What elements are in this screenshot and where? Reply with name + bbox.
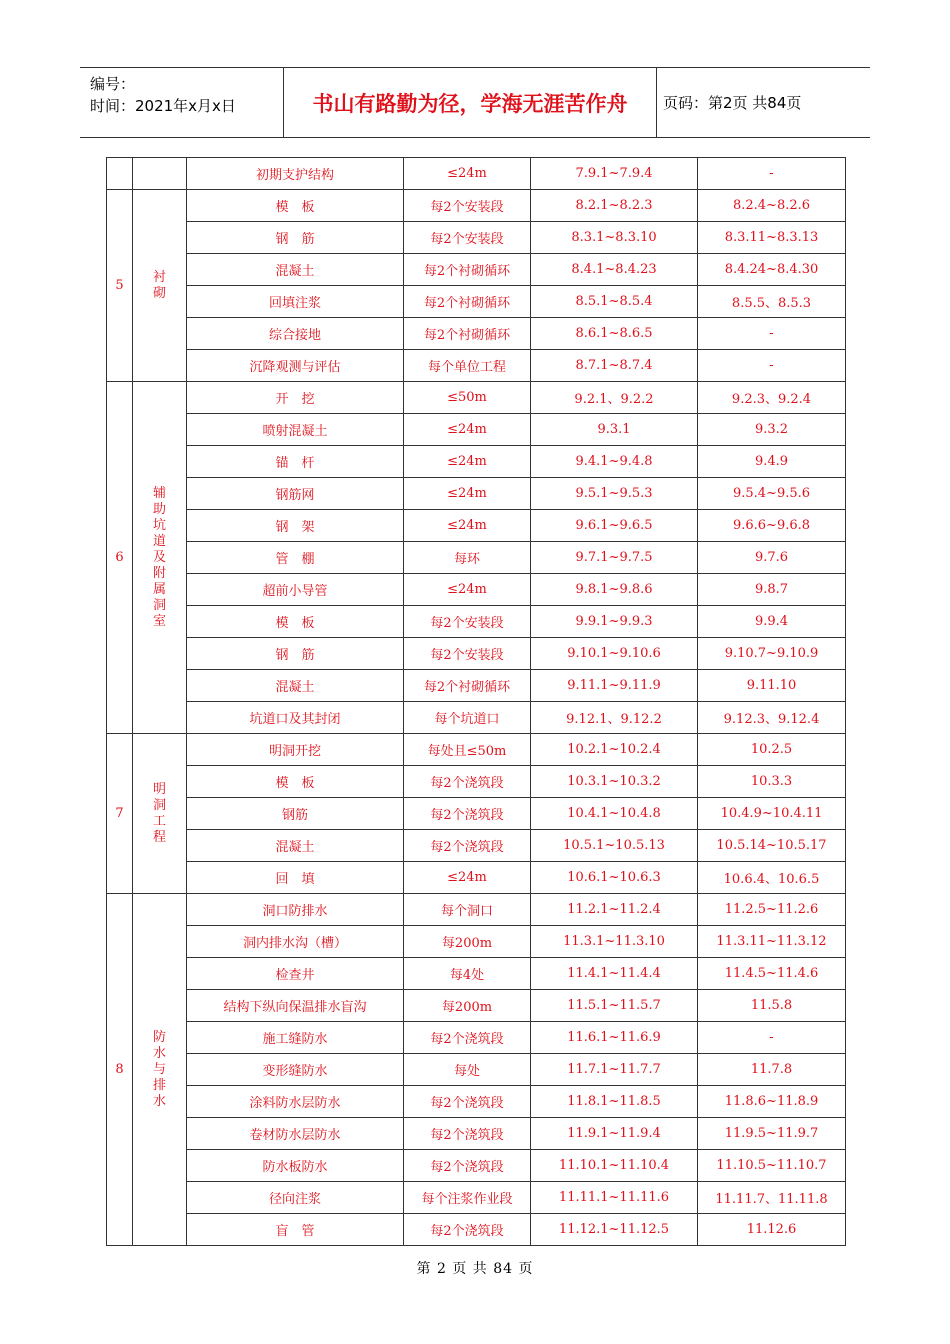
- table-row: [107, 1118, 846, 1150]
- group-number-cell: 5: [107, 190, 133, 382]
- item-name-cell: 明洞开挖: [187, 734, 404, 766]
- table-row: [107, 798, 846, 830]
- item-name-cell: 回填注浆: [187, 286, 404, 318]
- general-clause-cell: 11.8.6~11.8.9: [698, 1086, 846, 1118]
- group-name-cell: [133, 734, 187, 894]
- batch-rule-cell: 每2个衬砌循环: [404, 670, 531, 702]
- master-clause-cell: 10.3.1~10.3.2: [531, 766, 698, 798]
- general-clause-cell: 9.6.6~9.6.8: [698, 510, 846, 542]
- master-clause-cell: 8.4.1~8.4.23: [531, 254, 698, 286]
- item-name-cell: 模 板: [187, 766, 404, 798]
- master-clause-cell: 9.8.1~9.8.6: [531, 574, 698, 606]
- table-row: [107, 382, 846, 414]
- master-clause-cell: 11.12.1~11.12.5: [531, 1214, 698, 1246]
- general-clause-cell: 11.9.5~11.9.7: [698, 1118, 846, 1150]
- master-clause-cell: 9.12.1、9.12.2: [531, 702, 698, 734]
- item-name-cell: 初期支护结构: [187, 158, 404, 190]
- page-header: [80, 67, 870, 138]
- table-row: [107, 1214, 846, 1246]
- batch-rule-cell: 每2个安装段: [404, 222, 531, 254]
- general-clause-cell: 11.12.6: [698, 1214, 846, 1246]
- general-clause-cell: 8.2.4~8.2.6: [698, 190, 846, 222]
- general-clause-cell: 11.2.5~11.2.6: [698, 894, 846, 926]
- master-clause-cell: 9.10.1~9.10.6: [531, 638, 698, 670]
- table-row: [107, 446, 846, 478]
- master-clause-cell: 9.3.1: [531, 414, 698, 446]
- general-clause-cell: 11.4.5~11.4.6: [698, 958, 846, 990]
- page-footer: 第 2 页 共 84 页: [416, 1261, 534, 1277]
- general-clause-cell: 11.7.8: [698, 1054, 846, 1086]
- table-row: [107, 958, 846, 990]
- batch-rule-cell: ≤24m: [404, 414, 531, 446]
- table-row: [107, 350, 846, 382]
- general-clause-cell: 9.4.9: [698, 446, 846, 478]
- batch-rule-cell: 每2个安装段: [404, 638, 531, 670]
- batch-rule-cell: 每2个浇筑段: [404, 1086, 531, 1118]
- group-number-cell: 7: [107, 734, 133, 894]
- general-clause-cell: 11.10.5~11.10.7: [698, 1150, 846, 1182]
- general-clause-cell: 9.12.3、9.12.4: [698, 702, 846, 734]
- batch-rule-cell: 每个洞口: [404, 894, 531, 926]
- header-divider: [656, 68, 657, 137]
- table-row: [107, 1150, 846, 1182]
- master-clause-cell: 8.5.1~8.5.4: [531, 286, 698, 318]
- batch-rule-cell: 每4处: [404, 958, 531, 990]
- master-clause-cell: 8.2.1~8.2.3: [531, 190, 698, 222]
- master-clause-cell: 11.5.1~11.5.7: [531, 990, 698, 1022]
- item-name-cell: 检查井: [187, 958, 404, 990]
- general-clause-cell: 8.3.11~8.3.13: [698, 222, 846, 254]
- master-clause-cell: 8.3.1~8.3.10: [531, 222, 698, 254]
- batch-rule-cell: 每处且≤50m: [404, 734, 531, 766]
- master-clause-cell: 9.2.1、9.2.2: [531, 382, 698, 414]
- master-clause-cell: 9.6.1~9.6.5: [531, 510, 698, 542]
- general-clause-cell: 9.2.3、9.2.4: [698, 382, 846, 414]
- master-clause-cell: 11.7.1~11.7.7: [531, 1054, 698, 1086]
- master-clause-cell: 9.9.1~9.9.3: [531, 606, 698, 638]
- general-clause-cell: 10.3.3: [698, 766, 846, 798]
- table-row: [107, 542, 846, 574]
- batch-rule-cell: ≤24m: [404, 574, 531, 606]
- item-name-cell: 模 板: [187, 606, 404, 638]
- master-clause-cell: 11.6.1~11.6.9: [531, 1022, 698, 1054]
- batch-rule-cell: 每2个安装段: [404, 190, 531, 222]
- general-clause-cell: 11.5.8: [698, 990, 846, 1022]
- general-clause-cell: 11.11.7、11.11.8: [698, 1182, 846, 1214]
- table-row: [107, 222, 846, 254]
- code-label: 编号：: [90, 75, 136, 93]
- general-clause-cell: 10.6.4、10.6.5: [698, 862, 846, 894]
- batch-rule-cell: 每2个浇筑段: [404, 1022, 531, 1054]
- item-name-cell: 坑道口及其封闭: [187, 702, 404, 734]
- item-name-cell: 超前小导管: [187, 574, 404, 606]
- group-number-cell: 6: [107, 382, 133, 734]
- item-name-cell: 钢筋: [187, 798, 404, 830]
- item-name-cell: 混凝土: [187, 254, 404, 286]
- batch-rule-cell: 每200m: [404, 926, 531, 958]
- batch-rule-cell: 每2个浇筑段: [404, 1118, 531, 1150]
- master-clause-cell: 7.9.1~7.9.4: [531, 158, 698, 190]
- table-row: [107, 670, 846, 702]
- batch-rule-cell: 每个坑道口: [404, 702, 531, 734]
- item-name-cell: 变形缝防水: [187, 1054, 404, 1086]
- item-name-cell: 洞内排水沟（槽）: [187, 926, 404, 958]
- master-clause-cell: 9.11.1~9.11.9: [531, 670, 698, 702]
- item-name-cell: 径向注浆: [187, 1182, 404, 1214]
- table-row: [107, 510, 846, 542]
- master-clause-cell: 9.5.1~9.5.3: [531, 478, 698, 510]
- batch-rule-cell: ≤50m: [404, 382, 531, 414]
- master-clause-cell: 8.6.1~8.6.5: [531, 318, 698, 350]
- table-row: [107, 862, 846, 894]
- table-row: [107, 1054, 846, 1086]
- table-row: [107, 894, 846, 926]
- master-clause-cell: 11.3.1~11.3.10: [531, 926, 698, 958]
- batch-rule-cell: ≤24m: [404, 158, 531, 190]
- item-name-cell: 混凝土: [187, 830, 404, 862]
- batch-rule-cell: 每2个衬砌循环: [404, 318, 531, 350]
- group-name: 防水与排水: [152, 1029, 166, 1109]
- master-clause-cell: 10.2.1~10.2.4: [531, 734, 698, 766]
- batch-rule-cell: ≤24m: [404, 862, 531, 894]
- item-name-cell: 喷射混凝土: [187, 414, 404, 446]
- item-name-cell: 卷材防水层防水: [187, 1118, 404, 1150]
- batch-rule-cell: 每环: [404, 542, 531, 574]
- batch-rule-cell: 每2个浇筑段: [404, 766, 531, 798]
- table-row: [107, 254, 846, 286]
- item-name-cell: 模 板: [187, 190, 404, 222]
- master-clause-cell: 11.4.1~11.4.4: [531, 958, 698, 990]
- table-row: [107, 606, 846, 638]
- date-label: 时间：2021年x月x日: [90, 97, 236, 115]
- table-row: [107, 478, 846, 510]
- item-name-cell: 开 挖: [187, 382, 404, 414]
- item-name-cell: 防水板防水: [187, 1150, 404, 1182]
- table-row: [107, 990, 846, 1022]
- item-name-cell: 钢 筋: [187, 222, 404, 254]
- batch-rule-cell: 每2个浇筑段: [404, 1150, 531, 1182]
- header-meta: [90, 73, 236, 117]
- group-name-cell: [133, 894, 187, 1246]
- general-clause-cell: 11.3.11~11.3.12: [698, 926, 846, 958]
- master-clause-cell: 8.7.1~8.7.4: [531, 350, 698, 382]
- table-row: [107, 702, 846, 734]
- item-name-cell: 回 填: [187, 862, 404, 894]
- general-clause-cell: 10.4.9~10.4.11: [698, 798, 846, 830]
- item-name-cell: 施工缝防水: [187, 1022, 404, 1054]
- batch-rule-cell: ≤24m: [404, 510, 531, 542]
- table-row: [107, 190, 846, 222]
- table-row: [107, 158, 846, 190]
- item-name-cell: 钢 筋: [187, 638, 404, 670]
- general-clause-cell: 9.10.7~9.10.9: [698, 638, 846, 670]
- table-row: [107, 574, 846, 606]
- header-page-info: 页码：第2页 共84页: [663, 94, 802, 112]
- batch-rule-cell: 每2个浇筑段: [404, 798, 531, 830]
- table-row: [107, 734, 846, 766]
- item-name-cell: 沉降观测与评估: [187, 350, 404, 382]
- general-clause-cell: 9.7.6: [698, 542, 846, 574]
- master-clause-cell: 11.2.1~11.2.4: [531, 894, 698, 926]
- item-name-cell: 管 棚: [187, 542, 404, 574]
- general-clause-cell: -: [698, 350, 846, 382]
- general-clause-cell: 8.5.5、8.5.3: [698, 286, 846, 318]
- table-row: [107, 926, 846, 958]
- batch-rule-cell: 每个单位工程: [404, 350, 531, 382]
- table-row: [107, 318, 846, 350]
- item-name-cell: 钢筋网: [187, 478, 404, 510]
- batch-rule-cell: ≤24m: [404, 478, 531, 510]
- batch-rule-cell: 每处: [404, 1054, 531, 1086]
- master-clause-cell: 9.4.1~9.4.8: [531, 446, 698, 478]
- item-name-cell: 涂料防水层防水: [187, 1086, 404, 1118]
- table-row: [107, 1086, 846, 1118]
- master-clause-cell: 11.11.1~11.11.6: [531, 1182, 698, 1214]
- table-row: [107, 638, 846, 670]
- batch-rule-cell: 每2个安装段: [404, 606, 531, 638]
- batch-rule-cell: 每2个衬砌循环: [404, 286, 531, 318]
- group-name-cell: [133, 158, 187, 190]
- batch-rule-cell: ≤24m: [404, 446, 531, 478]
- table-row: [107, 830, 846, 862]
- item-name-cell: 锚 杆: [187, 446, 404, 478]
- batch-rule-cell: 每2个衬砌循环: [404, 254, 531, 286]
- batch-rule-cell: 每个注浆作业段: [404, 1182, 531, 1214]
- master-clause-cell: 10.5.1~10.5.13: [531, 830, 698, 862]
- item-name-cell: 混凝土: [187, 670, 404, 702]
- table-row: [107, 1182, 846, 1214]
- master-clause-cell: 11.8.1~11.8.5: [531, 1086, 698, 1118]
- group-name-cell: [133, 190, 187, 382]
- item-name-cell: 结构下纵向保温排水盲沟: [187, 990, 404, 1022]
- master-clause-cell: 11.9.1~11.9.4: [531, 1118, 698, 1150]
- master-clause-cell: 11.10.1~11.10.4: [531, 1150, 698, 1182]
- group-name: 辅助坑道及附属洞室: [152, 485, 166, 629]
- general-clause-cell: 9.8.7: [698, 574, 846, 606]
- table-row: [107, 766, 846, 798]
- table-row: [107, 286, 846, 318]
- item-name-cell: 综合接地: [187, 318, 404, 350]
- general-clause-cell: 9.3.2: [698, 414, 846, 446]
- table-row: [107, 414, 846, 446]
- batch-rule-cell: 每2个浇筑段: [404, 830, 531, 862]
- group-name: 明洞工程: [152, 781, 166, 845]
- general-clause-cell: 9.9.4: [698, 606, 846, 638]
- item-name-cell: 钢 架: [187, 510, 404, 542]
- general-clause-cell: -: [698, 158, 846, 190]
- item-name-cell: 洞口防排水: [187, 894, 404, 926]
- batch-rule-cell: 每2个浇筑段: [404, 1214, 531, 1246]
- general-clause-cell: -: [698, 318, 846, 350]
- group-name: 衬砌: [152, 269, 166, 301]
- general-clause-cell: 9.5.4~9.5.6: [698, 478, 846, 510]
- group-name-cell: [133, 382, 187, 734]
- group-number-cell: [107, 158, 133, 190]
- table-row: [107, 1022, 846, 1054]
- master-clause-cell: 10.4.1~10.4.8: [531, 798, 698, 830]
- header-motto: 书山有路勤为径，学海无涯苦作舟: [312, 91, 628, 116]
- general-clause-cell: 8.4.24~8.4.30: [698, 254, 846, 286]
- group-number-cell: 8: [107, 894, 133, 1246]
- general-clause-cell: 10.2.5: [698, 734, 846, 766]
- master-clause-cell: 10.6.1~10.6.3: [531, 862, 698, 894]
- item-name-cell: 盲 管: [187, 1214, 404, 1246]
- general-clause-cell: 9.11.10: [698, 670, 846, 702]
- master-clause-cell: 9.7.1~9.7.5: [531, 542, 698, 574]
- inspection-table: [106, 157, 846, 1246]
- general-clause-cell: -: [698, 1022, 846, 1054]
- batch-rule-cell: 每200m: [404, 990, 531, 1022]
- general-clause-cell: 10.5.14~10.5.17: [698, 830, 846, 862]
